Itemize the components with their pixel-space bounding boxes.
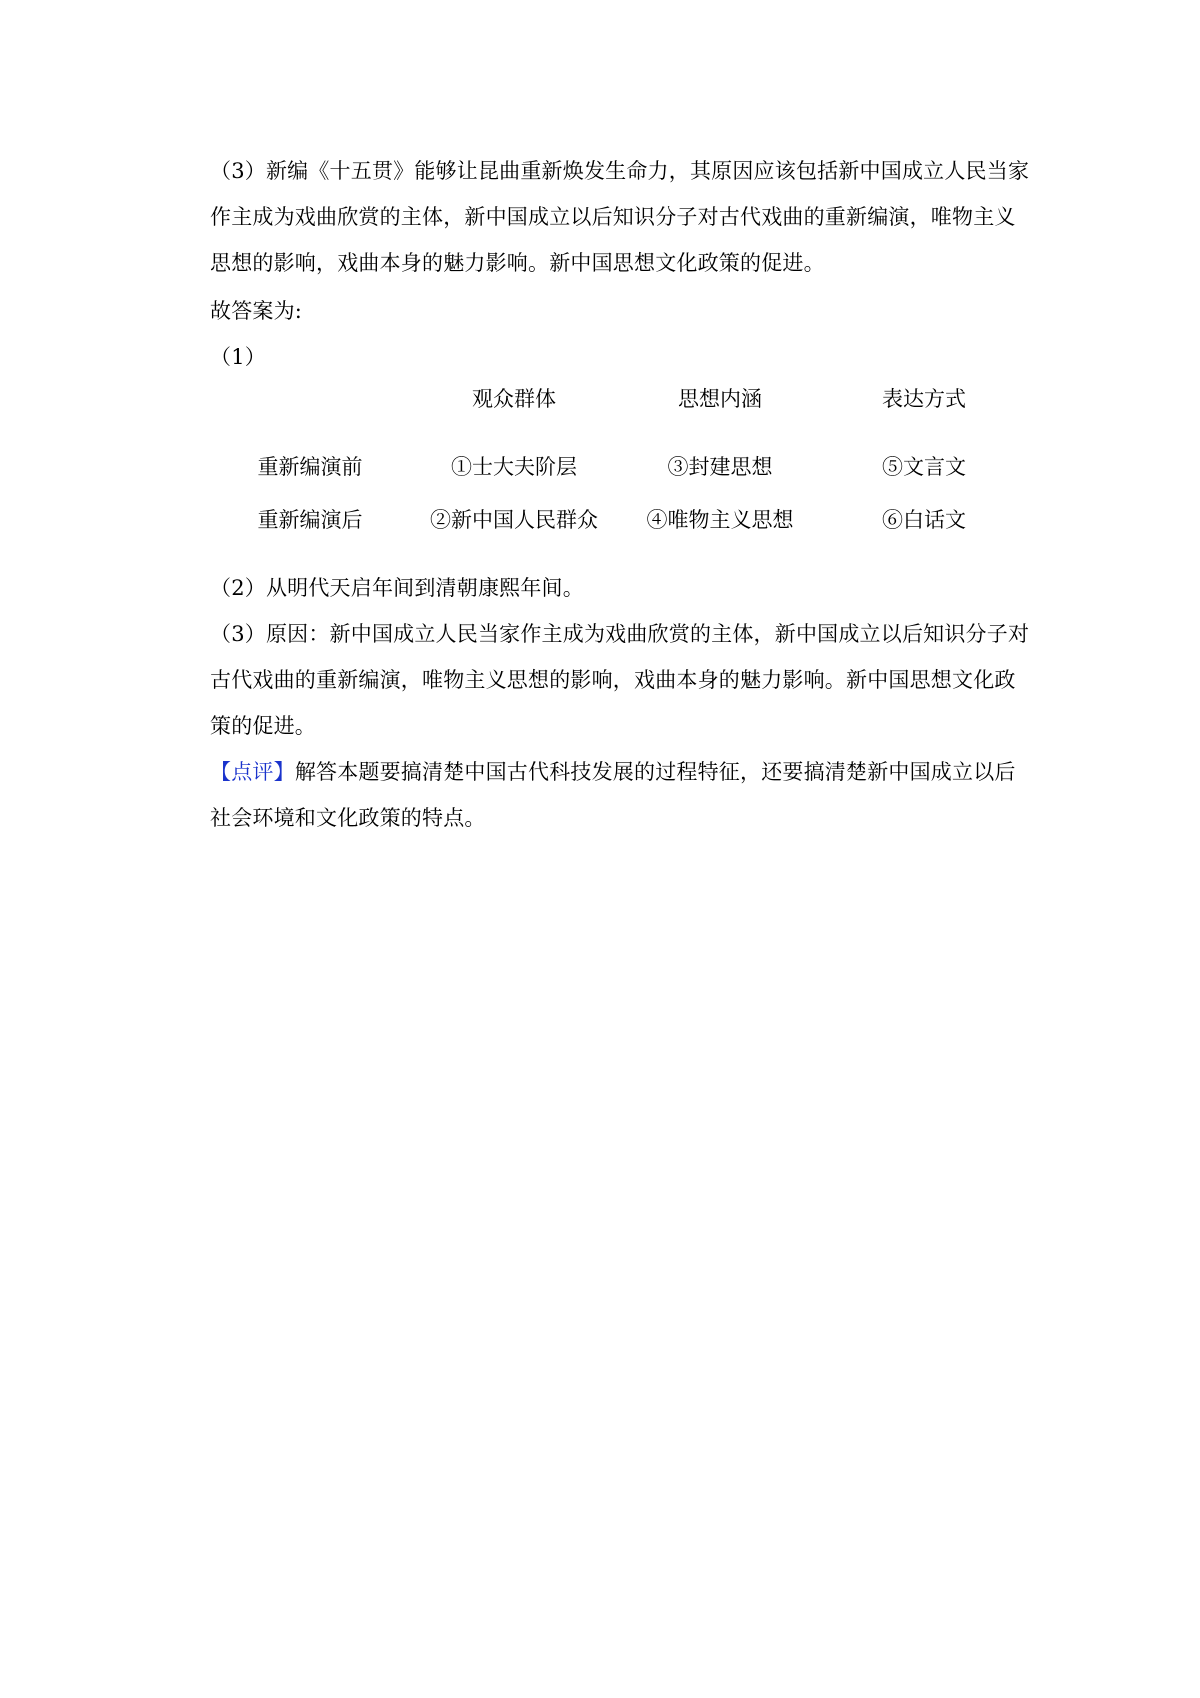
answer-intro-text: 故答案为: bbox=[210, 299, 303, 323]
table-row-label: 重新编演前 bbox=[257, 455, 363, 479]
answer-table bbox=[210, 383, 1020, 555]
answer1-label bbox=[210, 334, 1020, 380]
text-line: 策的促进。 bbox=[210, 714, 316, 738]
table-header: 表达方式 bbox=[882, 387, 966, 411]
table-cell: ⑥白话文 bbox=[882, 508, 966, 532]
comment-line: 社会环境和文化政策的特点。 bbox=[210, 806, 486, 830]
text-line: （3）新编《十五贯》能够让昆曲重新焕发生命力，其原因应该包括新中国成立人民当家 bbox=[210, 159, 1030, 183]
answer3 bbox=[210, 611, 1030, 749]
text-line: （3）原因：新中国成立人民当家作主成为戏曲欣赏的主体，新中国成立以后知识分子对 bbox=[210, 622, 1030, 646]
text-line: 思想的影响，戏曲本身的魅力影响。新中国思想文化政策的促进。 bbox=[210, 251, 825, 275]
table-header: 思想内涵 bbox=[678, 387, 762, 411]
answer-intro bbox=[210, 288, 1020, 334]
answer2-text: （2）从明代天启年间到清朝康熙年间。 bbox=[210, 576, 584, 600]
text-line: 作主成为戏曲欣赏的主体，新中国成立以后知识分子对古代戏曲的重新编演，唯物主义 bbox=[210, 205, 1016, 229]
comment-tag: 【点评】 bbox=[210, 760, 295, 784]
table-cell: ⑤文言文 bbox=[882, 455, 966, 479]
comment bbox=[210, 749, 1020, 841]
text-line: 古代戏曲的重新编演，唯物主义思想的影响，戏曲本身的魅力影响。新中国思想文化政 bbox=[210, 668, 1016, 692]
table-header: 观众群体 bbox=[472, 387, 556, 411]
table-cell: ②新中国人民群众 bbox=[430, 508, 598, 532]
table-cell: ④唯物主义思想 bbox=[646, 508, 794, 532]
answer2 bbox=[210, 565, 1020, 611]
answer1-label-text: （1） bbox=[210, 345, 266, 369]
comment-line bbox=[210, 749, 1020, 795]
paragraph-question3-analysis bbox=[210, 148, 1030, 286]
table-cell: ①士大夫阶层 bbox=[451, 455, 577, 479]
comment-text: 解答本题要搞清楚中国古代科技发展的过程特征，还要搞清楚新中国成立以后 bbox=[294, 760, 1016, 784]
table-cell: ③封建思想 bbox=[667, 455, 773, 479]
table-row-label: 重新编演后 bbox=[257, 508, 363, 532]
